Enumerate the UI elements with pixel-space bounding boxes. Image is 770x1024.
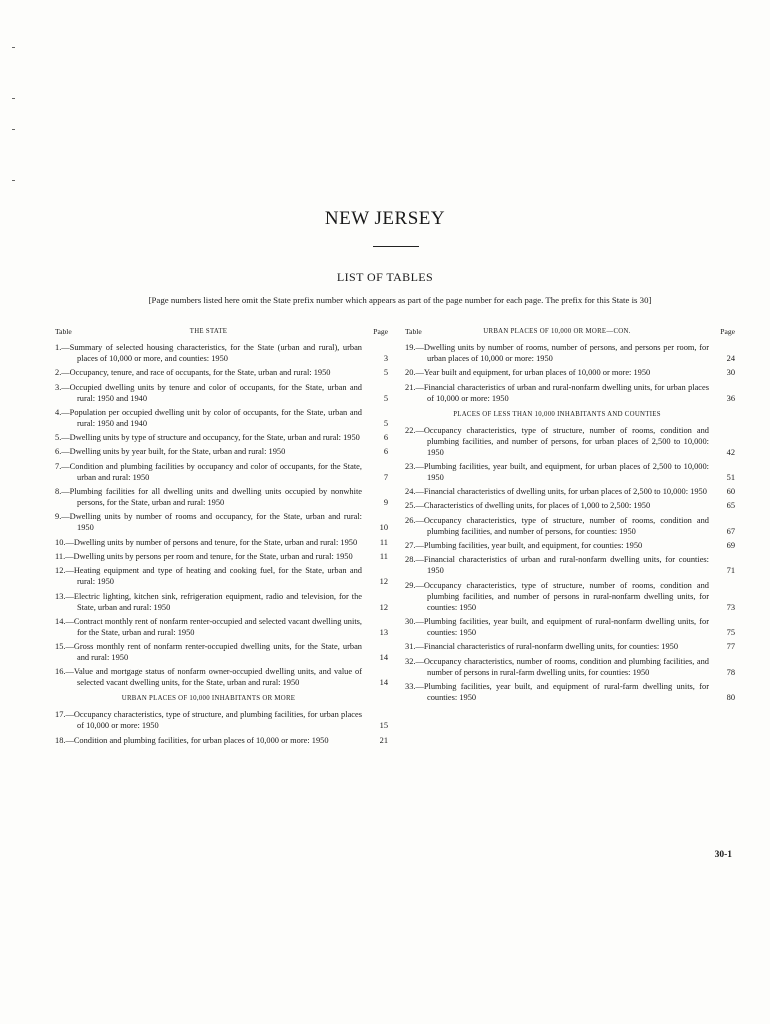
entry-page-number: 12 [379,577,388,587]
toc-entry [55,382,388,404]
entry-page-number: 10 [379,523,388,533]
toc-entry [405,461,735,483]
entry-title: 15.—Gross monthly rent of nonfarm renter-occupied dwelling units, for the State, urban and rural: 1950 [55,642,362,663]
entry-title: 11.—Dwelling units by persons per room and tenure, for the State, urban and rural: 1950 [55,551,353,561]
entry-page-number: 7 [383,472,388,482]
entry-page-number: 5 [383,368,388,378]
toc-entry [55,641,388,663]
entry-title: 1.—Summary of selected housing characteristics, for the State (urban and rural), urban places of 10,000 or more, and counties: 1950 [55,343,362,363]
toc-entry [55,486,388,508]
toc-entry [55,709,388,731]
title-rule [373,246,419,247]
entry-page-number: 6 [383,433,388,443]
entry-page-number: 30 [726,368,735,378]
entry-title: 31.—Financial characteristics of rural-nonfarm dwelling units, for counties: 1950 [405,642,679,652]
entry-page-number: 11 [379,551,388,561]
toc-entry [405,656,735,678]
entry-page-number: 6 [383,447,388,457]
toc-entry [405,342,735,364]
entry-page-number: 71 [726,566,735,576]
scan-mark [12,129,15,130]
entry-title: 10.—Dwelling units by number of persons and tenure, for the State, urban and rural: 1950 [55,537,358,547]
entry-title: 21.—Financial characteristics of urban and rural-nonfarm dwelling units, for urban places of 10,000 or more: 1950 [405,382,709,403]
entry-page-number: 78 [726,667,735,677]
toc-entry [55,616,388,638]
scan-mark [12,98,15,99]
entry-page-number: 77 [726,642,735,652]
toc-entry [55,432,388,443]
entry-page-number: 75 [726,627,735,637]
entry-title: 28.—Financial characteristics of urban and rural-nonfarm dwelling units, for counties: 1950 [405,555,709,576]
entry-title: 24.—Financial characteristics of dwelling units, for urban places of 2,500 to 10,000: 1950 [405,487,707,497]
entry-page-number: 5 [383,393,388,403]
entry-title: 23.—Plumbing facilities, year built, and equipment, for urban places of 2,500 to 10,000: 1950 [405,461,709,482]
toc-entry [405,500,735,511]
entry-title: 20.—Year built and equipment, for urban places of 10,000 or more: 1950 [405,368,651,378]
entry-page-number: 14 [379,653,388,663]
entry-page-number: 3 [383,354,388,363]
entry-page-number: 11 [379,537,388,547]
entry-title: 32.—Occupancy characteristics, number of rooms, condition and plumbing facilities, and number of persons in rural-farm dwelling units, for counties: 1950 [405,656,709,677]
right-column [405,326,735,706]
entry-title: 18.—Condition and plumbing facilities, for urban places of 10,000 or more: 1950 [55,735,329,745]
entry-title: 5.—Dwelling units by type of structure and occupancy, for the State, urban and rural: 1950 [55,433,360,443]
toc-entry [55,666,388,688]
entry-title: 7.—Condition and plumbing facilities by occupancy and color of occupants, for the State, urban and rural: 1950 [55,461,362,482]
column-header [405,326,735,340]
scan-mark [12,47,15,48]
subsection-heading: PLACES OF LESS THAN 10,000 INHABITANTS AND COUNTIES [453,410,661,418]
toc-entry [405,580,735,613]
subsection-heading: URBAN PLACES OF 10,000 INHABITANTS OR MORE [121,695,296,703]
entry-list [405,425,735,703]
toc-entry [405,540,735,551]
toc-entry [405,616,735,638]
entry-page-number: 42 [726,447,735,457]
entry-page-number: 14 [379,678,388,688]
section-heading: THE STATE [189,328,228,335]
entry-title: 30.—Plumbing facilities, year built, and equipment of rural-nonfarm dwelling units, for counties: 1950 [405,616,709,637]
table-label: Table [55,327,72,336]
entry-page-number: 21 [379,735,388,745]
toc-entry [405,486,735,497]
entry-page-number: 36 [726,393,735,403]
entry-title: 8.—Plumbing facilities for all dwelling units and dwelling units occupied by nonwhite persons, for the State, urban and rural: 1950 [55,487,362,508]
entry-title: 29.—Occupancy characteristics, type of structure, number of rooms, condition and plumbing facilities, and number of persons in rural-nonfarm dwelling units, for counties: 1950 [405,580,709,612]
toc-entry [55,407,388,429]
toc-entry [405,382,735,404]
entry-page-number: 15 [379,721,388,731]
entry-title: 12.—Heating equipment and type of heating and cooking fuel, for the State, urban and rural: 1950 [55,566,362,587]
entry-page-number: 69 [726,541,735,551]
entry-page-number: 65 [726,501,735,511]
toc-entry [405,641,735,652]
entry-title: 33.—Plumbing facilities, year built, and equipment of rural-farm dwelling units, for counties: 1950 [405,681,709,702]
table-label: Table [405,327,422,336]
entry-page-number: 5 [383,418,388,428]
entry-title: 3.—Occupied dwelling units by tenure and color of occupants, for the State, urban and rural: 1950 and 1940 [55,382,362,403]
entry-page-number: 67 [726,526,735,536]
entry-title: 25.—Characteristics of dwelling units, for places of 1,000 to 2,500: 1950 [405,501,651,511]
toc-entry [55,591,388,613]
entry-title: 19.—Dwelling units by number of rooms, number of persons, and persons per room, for urban places of 10,000 or more: 1950 [405,343,709,363]
entry-title: 4.—Population per occupied dwelling unit by color of occupants, for the State, urban and rural: 1950 and 1940 [55,407,362,428]
page-title: NEW JERSEY [324,208,446,229]
page-subtitle: LIST OF TABLES [336,270,434,284]
entry-page-number: 9 [383,498,388,508]
entry-page-number: 80 [726,692,735,702]
toc-entry [55,461,388,483]
entry-title: 26.—Occupancy characteristics, type of structure, number of rooms, condition and plumbing facilities, and number of persons, for counties: 1950 [405,515,709,536]
toc-entry [55,735,388,746]
entry-page-number: 12 [379,602,388,612]
entry-title: 2.—Occupancy, tenure, and race of occupants, for the State, urban and rural: 1950 [55,368,331,378]
toc-entry [55,537,388,548]
entry-title: 16.—Value and mortgage status of nonfarm owner-occupied dwelling units, and value of selected vacant dwelling units, for the State, urban and rural: 1950 [55,667,362,688]
toc-entry [405,554,735,576]
entry-page-number: 51 [726,472,735,482]
column-header [55,326,388,340]
entry-list [55,342,388,688]
toc-entry [55,367,388,378]
section-heading: URBAN PLACES OF 10,000 OR MORE—CON. [483,328,631,335]
entry-title: 14.—Contract monthly rent of nonfarm renter-occupied and selected vacant dwelling units, for the State, urban and rural: 1950 [55,616,362,637]
entry-page-number: 60 [726,487,735,497]
toc-entry [405,681,735,703]
entry-page-number: 24 [726,354,735,363]
entry-title: 27.—Plumbing facilities, year built, and equipment, for counties: 1950 [405,541,643,551]
entry-title: 9.—Dwelling units by number of rooms and occupancy, for the State, urban and rural: 1950 [55,512,362,533]
toc-entry [55,565,388,587]
entry-title: 13.—Electric lighting, kitchen sink, refrigeration equipment, radio and television, for the State, urban and rural: 1950 [55,591,362,612]
page-number: 30-1 [714,850,732,860]
toc-entry [55,342,388,364]
entry-list [405,342,735,404]
entry-list [55,709,388,745]
toc-entry [55,511,388,533]
toc-entry [405,367,735,378]
entry-page-number: 73 [726,602,735,612]
toc-entry [55,446,388,457]
page-label: Page [720,327,735,336]
entry-title: 6.—Dwelling units by year built, for the State, urban and rural: 1950 [55,447,286,457]
toc-entry [405,515,735,537]
page-label: Page [373,327,388,336]
entry-page-number: 13 [379,627,388,637]
toc-entry [55,551,388,562]
left-column [55,326,388,749]
prefix-note: [Page numbers listed here omit the State prefix number which appears as part of the page number for each page. The prefix for this State is 30] [148,295,652,305]
toc-entry [405,425,735,458]
entry-title: 17.—Occupancy characteristics, type of structure, and plumbing facilities, for urban places of 10,000 or more: 1950 [55,710,362,731]
entry-title: 22.—Occupancy characteristics, type of structure, number of rooms, condition and plumbing facilities, and number of persons, for urban places of 2,500 to 10,000: 1950 [405,425,709,457]
scan-mark [12,180,15,181]
